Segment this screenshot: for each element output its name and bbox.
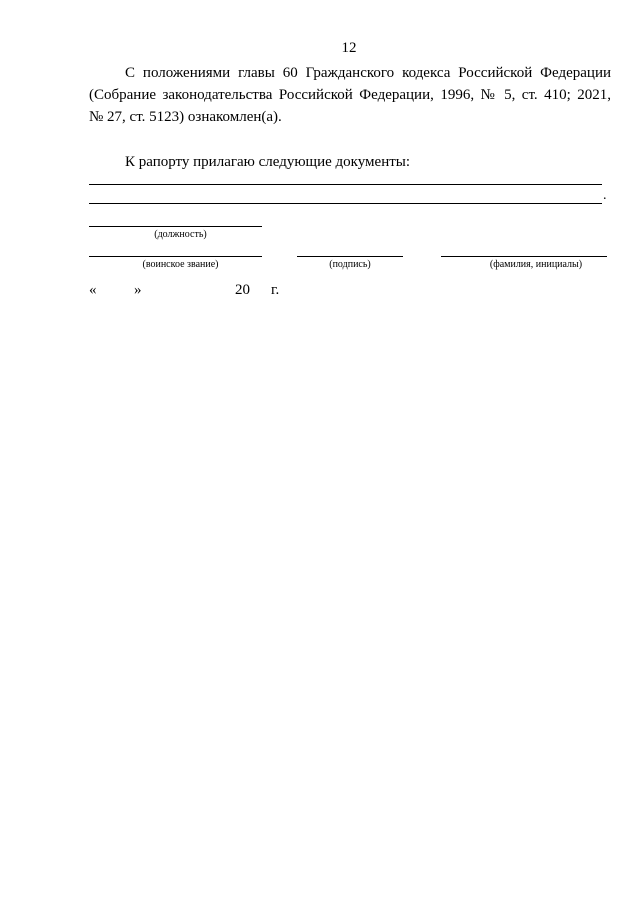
acknowledgement-line-3: № 27, ст. 5123) ознакомлен(а). [89,109,282,125]
name-caption: (фамилия, инициалы) [489,259,583,270]
name-fill-line[interactable] [441,256,607,257]
position-caption: (должность) [154,229,207,240]
signature-fill-line[interactable] [297,256,403,257]
acknowledgement-paragraph [89,62,611,128]
attachments-paragraph [89,151,611,173]
date-year-suffix: г. [271,282,280,298]
date-close-quote: » [134,282,142,298]
page-number [0,40,640,57]
rank-fill-line[interactable] [89,256,262,257]
documents-fill-line-1[interactable] [89,184,602,185]
documents-end-mark: . [603,188,607,203]
signature-caption: (подпись) [329,259,371,270]
acknowledgement-line-2: (Собрание законодательства Российской Федерации, 1996, № 5, ст. 410; 2021, [89,87,611,103]
date-open-quote: « [89,282,97,298]
documents-fill-line-2[interactable] [89,203,602,204]
acknowledgement-line-1: С положениями главы 60 Гражданского кодекса Российской Федерации [125,65,611,81]
page-number-text: 12 [341,40,357,56]
rank-caption: (воинское звание) [142,259,219,270]
date-year-prefix: 20 [235,282,250,298]
position-fill-line[interactable] [89,226,262,227]
attachments-text: К рапорту прилагаю следующие документы: [125,154,411,170]
